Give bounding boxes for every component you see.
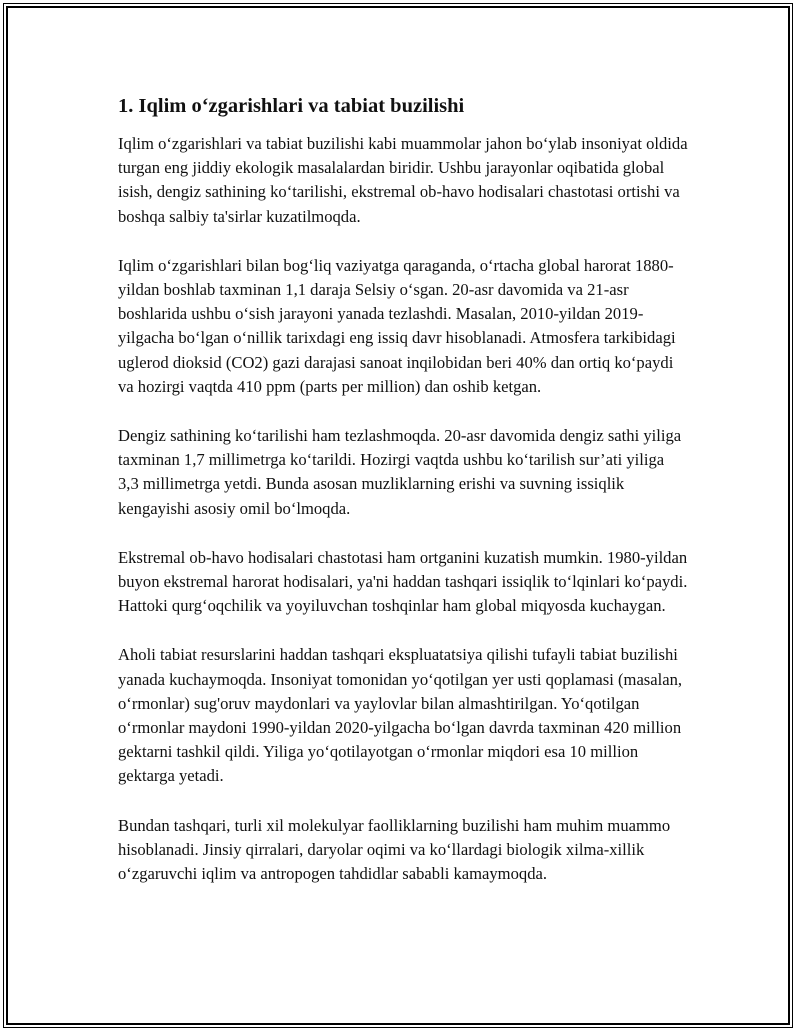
section-heading: 1. Iqlim o‘zgarishlari va tabiat buzilishi: [118, 95, 465, 117]
paragraph-4: Ekstremal ob-havo hodisalari chastotasi ham ortganini kuzatish mumkin. 1980-yildan buyon ekstremal harorat hodisalari, ya'ni haddan tashqari issiqlik to‘lqinlari ko‘paydi. Hattoki qurg‘oqchilik va yoyiluvchan toshqinlar ham global miqyosda kuchaygan.: [118, 547, 688, 616]
paragraph-5: Aholi tabiat resurslarini haddan tashqari ekspluatatsiya qilishi tufayli tabiat buzilishi yanada kuchaymoqda. Insoniyat tomonidan yo‘qotilgan yer usti qoplamasi (masalan, o‘rmonlar) sug'oruv maydonlari va yaylovlar bilan almashtirilgan. Yo‘qotilgan o‘rmonlar maydoni 1990-yildan 2020-yilgacha bo‘lgan davrda taxminan 420 million gektarni tashkil qildi. Yiliga yo‘qotilayotgan o‘rmonlar miqdori esa 10 million gektarga yetadi.: [118, 645, 683, 786]
paragraph-3: Dengiz sathining ko‘tarilishi ham tezlashmoqda. 20-asr davomida dengiz sathi yiliga taxminan 1,7 millimetrga ko‘tarildi. Hozirgi vaqtda ushbu ko‘tarilish sur’ati yiliga 3,3 millimetrga yetdi. Bunda asosan muzliklarning erishi va suvning issiqlik kengayishi asosiy omil bo‘lmoqda.: [118, 426, 682, 518]
paragraph-1: Iqlim o‘zgarishlari va tabiat buzilishi kabi muammolar jahon bo‘ylab insoniyat oldida turgan eng jiddiy ekologik masalalardan biridir. Ushbu jarayonlar oqibatida global isish, dengiz sathining ko‘tarilishi, ekstremal ob-havo hodisalari chastotasi ortishi va boshqa salbiy ta'sirlar kuzatilmoqda.: [118, 134, 688, 226]
paragraph-6: Bundan tashqari, turli xil molekulyar faolliklarning buzilishi ham muhim muammo hisoblanadi. Jinsiy qirralari, daryolar oqimi va ko‘llardagi biologik xilma-xillik o‘zgaruvchi iqlim va antropogen tahdidlar sababli kamaymoqda.: [118, 815, 671, 884]
paragraph-2: Iqlim o‘zgarishlari bilan bog‘liq vaziyatga qaraganda, o‘rtacha global harorat 1880-yildan boshlab taxminan 1,1 daraja Selsiy o‘sgan. 20-asr davomida va 21-asr boshlarida ushbu o‘sish jarayoni yanada tezlashdi. Masalan, 2010-yildan 2019-yilgacha bo‘lgan o‘nillik tarixdagi eng issiq davr hisoblanadi. Atmosfera tarkibidagi uglerod dioksid (CO2) gazi darajasi sanoat inqilobidan beri 40% dan ortiq ko‘paydi va hozirgi vaqtda 410 ppm (parts per million) dan oshib ketgan.: [118, 255, 676, 396]
document-body: [118, 92, 688, 911]
